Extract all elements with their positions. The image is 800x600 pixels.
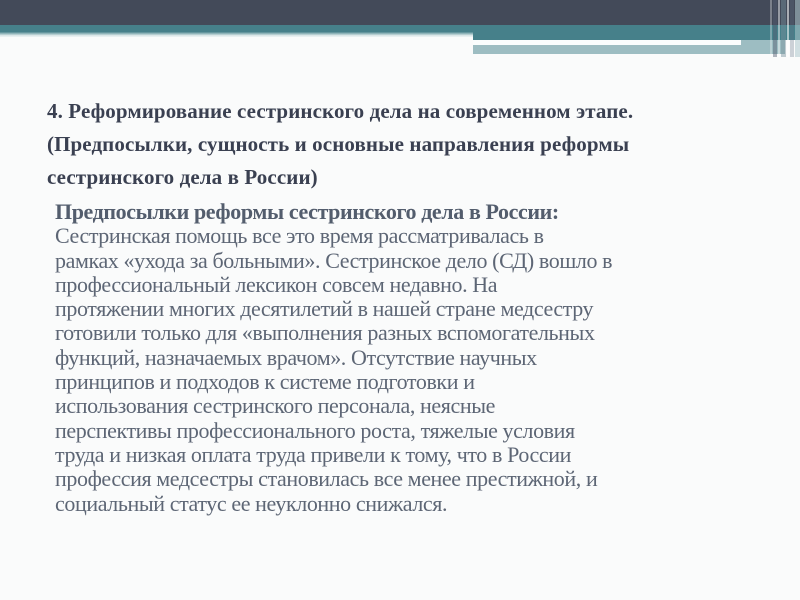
body-line: перспективы профессионального роста, тяжелые условия [55,417,575,443]
header-teal-bar-right [473,25,800,40]
slide-title [47,95,772,194]
body-line: протяжении многих десятилетий в нашей стране медсестру [55,296,594,322]
header-dark-bar [0,0,800,25]
title-line: сестринского дела в России) [47,165,318,189]
body-line: труда и низкая оплата труда привели к тому, что в России [55,441,571,467]
title-line: (Предпосылки, сущность и основные направления реформы [47,132,630,156]
body-line: профессия медсестры становилась все менее престижной, и [55,466,598,492]
body-line: рамках «ухода за больными». Сестринское дело (СД) вошло в [55,247,613,273]
body-line: готовили только для «выполнения разных вспомогательных [55,320,595,346]
body-line: функций, назначаемых врачом». Отсутствие научных [55,344,537,370]
title-line: 4. Реформирование сестринского дела на современном этапе. [47,99,634,123]
body-line: профессиональный лексикон совсем недавно. На [55,271,498,297]
body-line: социальный статус ее неуклонно снижался. [55,490,448,516]
body-lead-line: Предпосылки реформы сестринского дела в России: [55,199,559,224]
header-corner-stripes [768,0,800,57]
body-line: принципов и подходов к системе подготовки и [55,369,475,395]
slide-body [55,200,780,516]
header-teal-bar-left [0,25,473,37]
header-white-accent-line [473,40,741,45]
body-line: Сестринская помощь все это время рассматривалась в [55,223,544,249]
body-line: использования сестринского персонала, неясные [55,393,495,419]
